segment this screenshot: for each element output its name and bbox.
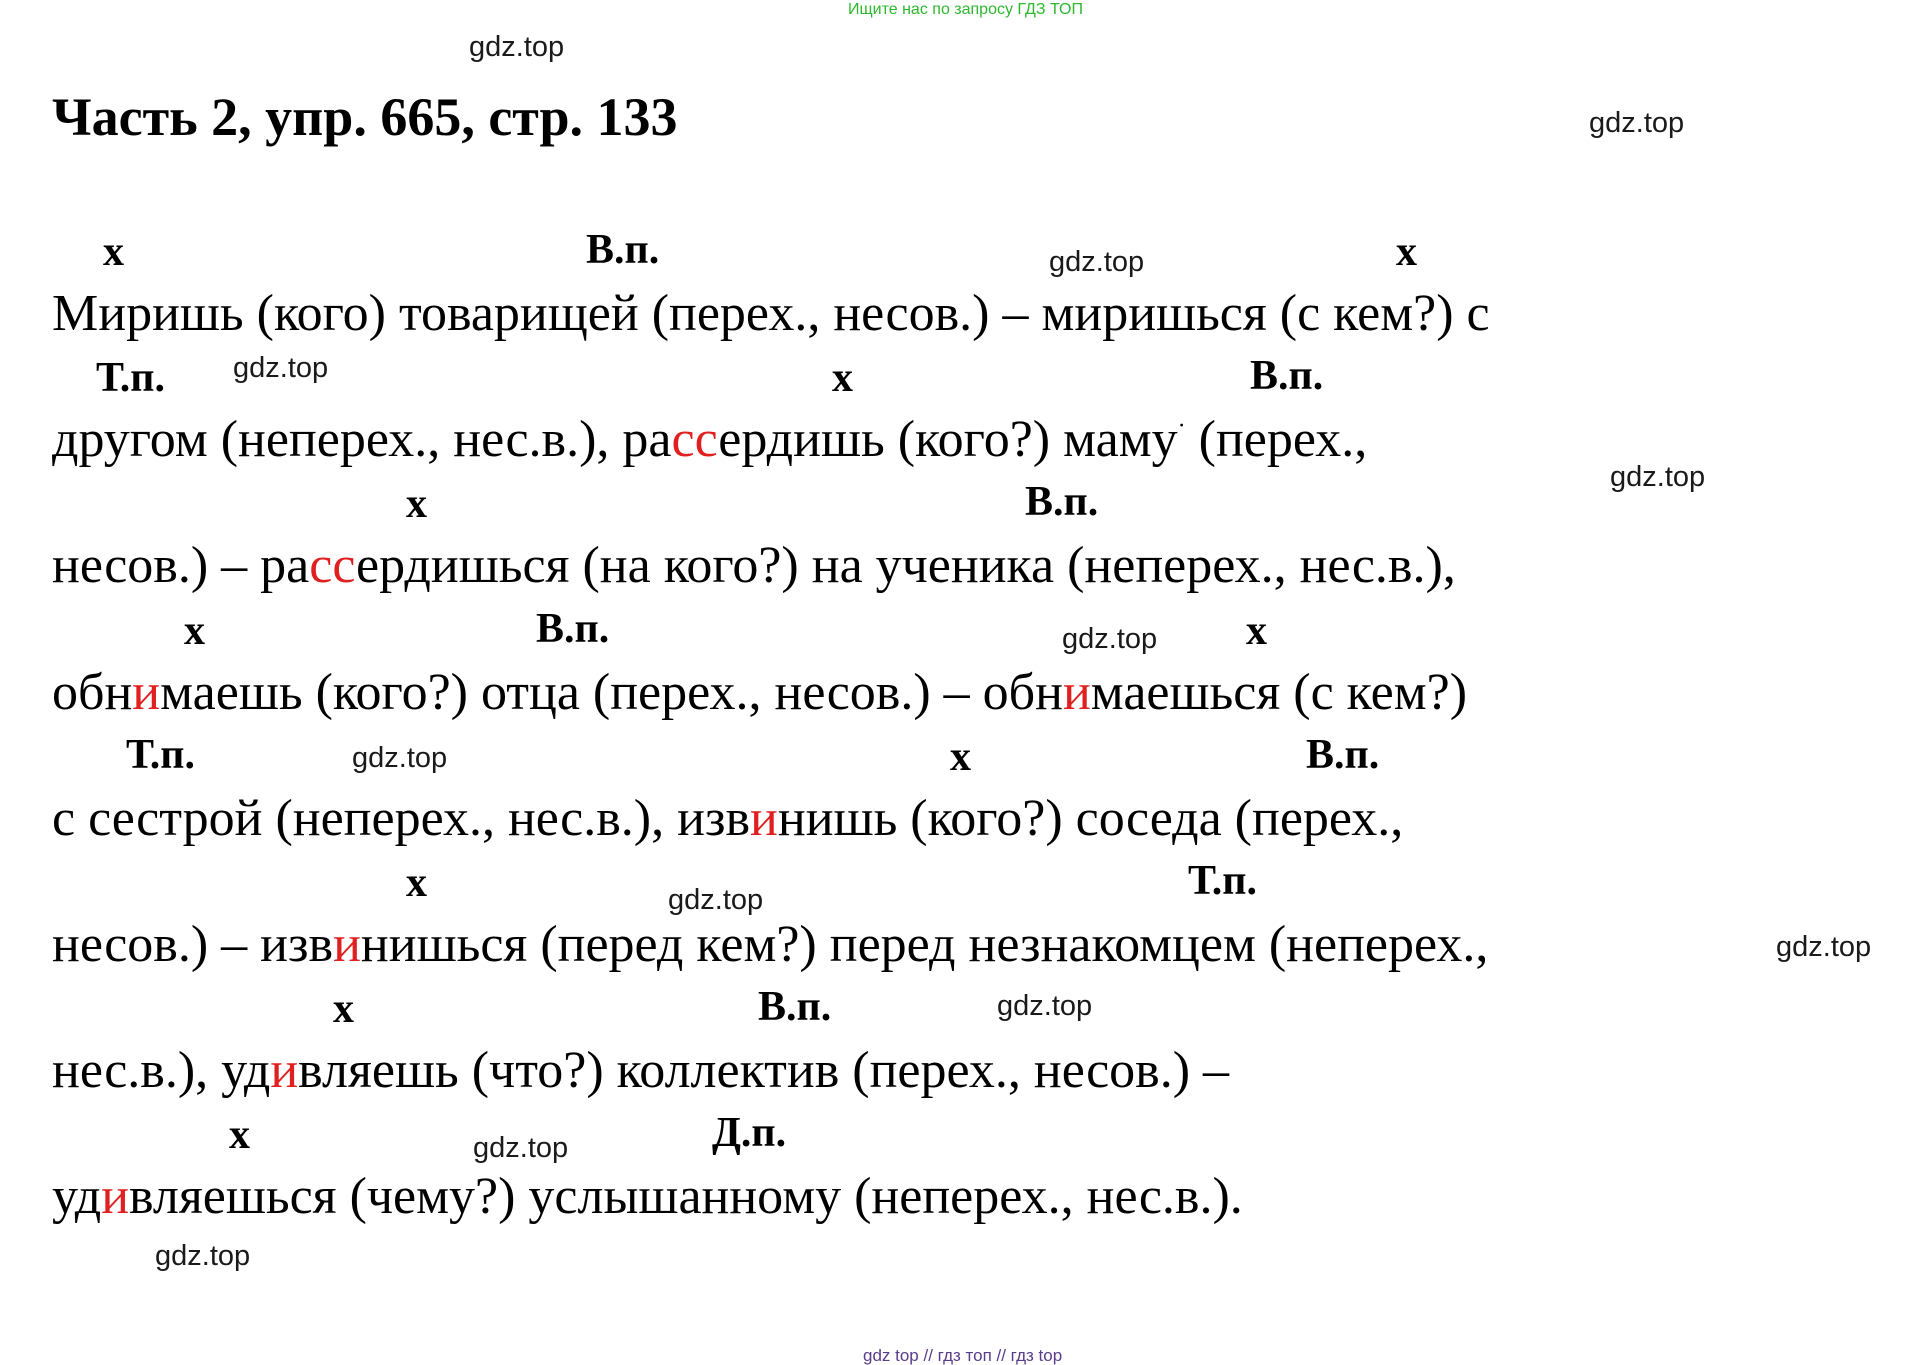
text-line-5: с сестрой (неперех., нес.в.), извинишь (кого?) соседа (перех., — [52, 790, 1404, 847]
watermark: gdz.top — [997, 990, 1093, 1022]
footer-links: gdz top // гдз топ // гдз top — [863, 1346, 1063, 1365]
mark-x: x — [950, 734, 971, 780]
mark-x: x — [832, 355, 853, 401]
watermark: gdz.top — [1049, 246, 1145, 278]
text-line-6: несов.) – извинишься (перед кем?) перед незнакомцем (неперех., — [52, 916, 1489, 973]
mark-case-dp: Д.п. — [712, 1110, 787, 1156]
mark-x: x — [184, 608, 205, 654]
mark-case-vp: В.п. — [1025, 479, 1099, 525]
watermark: gdz.top — [233, 352, 329, 384]
text-line-3: несов.) – рассердишься (на кого?) на ученика (неперех., нес.в.), — [52, 537, 1456, 594]
mark-x: x — [333, 986, 354, 1032]
watermark: gdz.top — [469, 31, 565, 63]
top-banner: Ищите нас по запросу ГДЗ ТОП — [848, 1, 1083, 18]
mark-x: x — [406, 481, 427, 527]
mark-case-vp: В.п. — [586, 227, 660, 273]
page-title: Часть 2, упр. 665, стр. 133 — [52, 87, 678, 147]
mark-case-tp: Т.п. — [1188, 858, 1258, 904]
text-line-7: нес.в.), удивляешь (что?) коллектив (перех., несов.) – — [52, 1042, 1230, 1099]
mark-x: x — [103, 229, 124, 275]
watermark: gdz.top — [1589, 107, 1685, 139]
mark-case-vp: В.п. — [758, 984, 832, 1030]
mark-case-tp: Т.п. — [126, 732, 196, 778]
watermark: gdz.top — [1062, 623, 1158, 655]
text-line-1: Миришь (кого) товарищей (перех., несов.) – миришься (с кем?) с — [52, 285, 1490, 342]
mark-case-vp: В.п. — [536, 606, 610, 652]
text-line-2: другом (неперех., нес.в.), рассердишь (кого?) маму· (перех., — [52, 411, 1368, 468]
mark-case-vp: В.п. — [1250, 353, 1324, 399]
watermark: gdz.top — [1776, 931, 1872, 963]
watermark: gdz.top — [1610, 461, 1706, 493]
watermark: gdz.top — [668, 884, 764, 916]
text-line-4: обнимаешь (кого?) отца (перех., несов.) – обнимаешься (с кем?) — [52, 664, 1468, 721]
mark-x: x — [1396, 229, 1417, 275]
mark-x: x — [1246, 608, 1267, 654]
watermark: gdz.top — [155, 1240, 251, 1272]
mark-case-vp: В.п. — [1306, 732, 1380, 778]
text-line-8: удивляешься (чему?) услышанному (неперех., нес.в.). — [52, 1168, 1243, 1225]
mark-x: x — [406, 860, 427, 906]
mark-case-tp: Т.п. — [96, 355, 166, 401]
watermark: gdz.top — [473, 1132, 569, 1164]
mark-x: x — [229, 1112, 250, 1158]
watermark: gdz.top — [352, 742, 448, 774]
